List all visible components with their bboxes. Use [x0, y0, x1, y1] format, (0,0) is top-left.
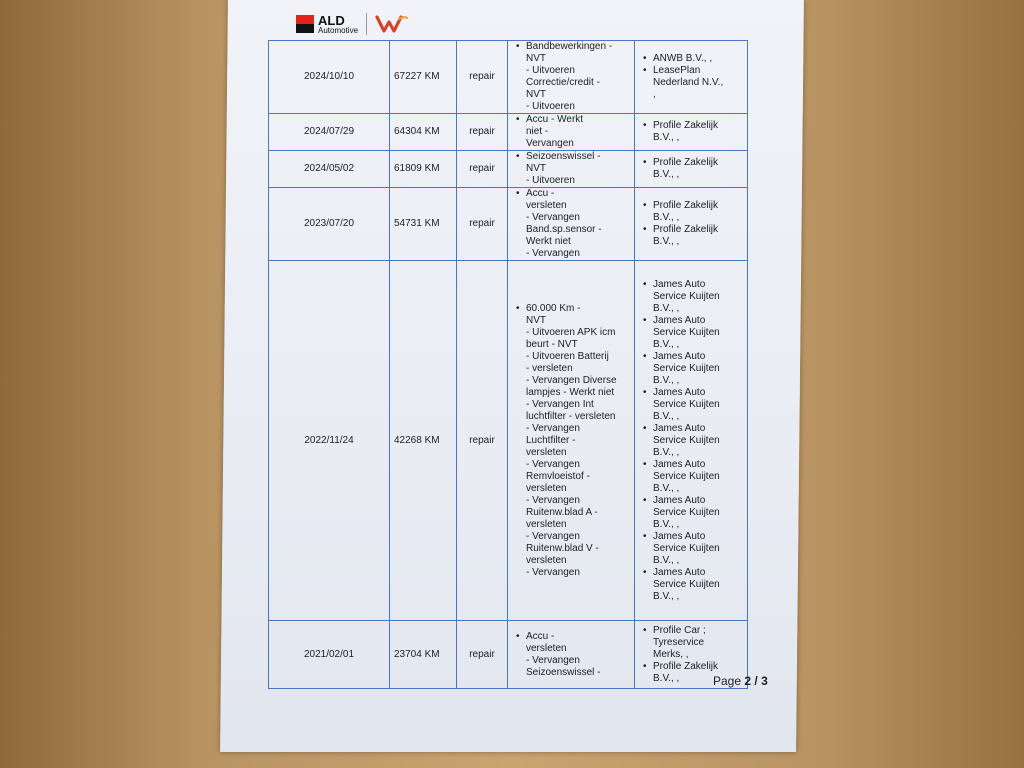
- supplier-item: [653, 459, 743, 495]
- supplier-line: • LeasePlan: [653, 65, 701, 76]
- description-line: Vervangen: [526, 138, 574, 149]
- supplier-line: B.V., ,: [653, 672, 680, 684]
- supplier-line: B.V., ,: [653, 410, 680, 422]
- description-line: versleten: [526, 642, 567, 654]
- supplier-line: Nederland N.V.,: [653, 77, 724, 88]
- supplier-line: B.V., ,: [653, 374, 680, 386]
- description-line: luchtfilter - versleten: [526, 410, 616, 422]
- supplier-line: Service Kuijten: [653, 470, 720, 482]
- supplier-line: Merks, ,: [653, 648, 689, 660]
- mileage-cell: 23704 KM: [390, 621, 457, 689]
- description-line: Seizoenswissel -: [526, 666, 601, 678]
- description-line: Werkt niet: [526, 236, 571, 247]
- description-line: - Vervangen: [526, 494, 580, 506]
- supplier-line: B.V., ,: [653, 169, 680, 180]
- supplier-line: Service Kuijten: [653, 542, 720, 554]
- description-line: Luchtfilter -: [526, 434, 576, 446]
- description-line: lampjes - Werkt niet: [526, 386, 615, 398]
- supplier-cell: [635, 151, 748, 188]
- description-line: NVT: [526, 89, 546, 100]
- supplier-line: • James Auto: [653, 566, 706, 578]
- description-line: - Uitvoeren APK icm: [526, 326, 616, 338]
- supplier-line: B.V., ,: [653, 302, 680, 314]
- supplier-line: B.V., ,: [653, 554, 680, 566]
- mileage-cell: 54731 KM: [390, 188, 457, 261]
- supplier-item: [653, 120, 743, 144]
- supplier-item: [653, 567, 743, 603]
- description-line: • Accu -: [526, 188, 555, 199]
- mileage-cell: 42268 KM: [390, 261, 457, 621]
- supplier-line: • James Auto: [653, 278, 706, 290]
- supplier-item: [653, 625, 743, 661]
- supplier-line: Service Kuijten: [653, 398, 720, 410]
- page-separator: /: [754, 674, 758, 688]
- supplier-item: [653, 200, 743, 224]
- supplier-line: Service Kuijten: [653, 434, 720, 446]
- supplier-item: [653, 279, 743, 315]
- supplier-line: ,: [653, 89, 656, 100]
- description-line: Ruitenw.blad A -: [526, 506, 598, 518]
- description-line: versleten: [526, 518, 567, 530]
- supplier-line: B.V., ,: [653, 518, 680, 530]
- type-cell: repair: [457, 621, 508, 689]
- description-line: • Bandbewerkingen -: [526, 41, 613, 52]
- description-line: - Vervangen Int: [526, 398, 594, 410]
- description-line: versleten: [526, 482, 567, 494]
- supplier-line: • James Auto: [653, 314, 706, 326]
- description-line: • Accu - Werkt: [526, 114, 584, 125]
- table-row: [269, 114, 748, 151]
- supplier-cell: [635, 41, 748, 114]
- supplier-line: B.V., ,: [653, 212, 680, 223]
- description-line: Ruitenw.blad V -: [526, 542, 599, 554]
- description-line: Remvloeistof -: [526, 470, 590, 482]
- supplier-line: B.V., ,: [653, 236, 680, 247]
- description-line: - Vervangen Diverse: [526, 374, 617, 386]
- description-line: - Vervangen: [526, 212, 580, 223]
- supplier-line: • James Auto: [653, 422, 706, 434]
- brand-sub: Automotive: [318, 25, 359, 35]
- supplier-line: • Profile Zakelijk: [653, 660, 719, 672]
- supplier-cell: [635, 188, 748, 261]
- description-line: NVT: [526, 53, 546, 64]
- description-line: NVT: [526, 314, 546, 326]
- supplier-line: B.V., ,: [653, 338, 680, 350]
- date-cell: 2024/05/02: [269, 151, 390, 188]
- description-cell: [508, 261, 635, 621]
- date-cell: 2024/07/29: [269, 114, 390, 151]
- description-line: versleten: [526, 554, 567, 566]
- supplier-line: • James Auto: [653, 530, 706, 542]
- table-row: [269, 261, 748, 621]
- mileage-cell: 64304 KM: [390, 114, 457, 151]
- supplier-line: • Profile Zakelijk: [653, 120, 719, 131]
- description-line: niet -: [526, 126, 549, 137]
- supplier-cell: [635, 261, 748, 621]
- description-line: - Vervangen: [526, 530, 580, 542]
- description-cell: [508, 188, 635, 261]
- description-line: - Uitvoeren: [526, 65, 575, 76]
- table-row: [269, 151, 748, 188]
- supplier-item: [653, 65, 743, 101]
- supplier-item: [653, 495, 743, 531]
- supplier-item: [653, 315, 743, 351]
- date-cell: 2021/02/01: [269, 621, 390, 689]
- supplier-line: B.V., ,: [653, 446, 680, 458]
- ald-logo-icon: [296, 15, 314, 33]
- supplier-item: [653, 157, 743, 181]
- description-line: Correctie/credit -: [526, 77, 600, 88]
- description-line: - Vervangen: [526, 422, 580, 434]
- supplier-item: [653, 53, 743, 65]
- supplier-item: [653, 224, 743, 248]
- ald-wordmark: [318, 14, 358, 35]
- type-cell: repair: [457, 151, 508, 188]
- supplier-line: Service Kuijten: [653, 290, 720, 302]
- description-cell: [508, 621, 635, 689]
- description-line: - Vervangen: [526, 458, 580, 470]
- supplier-item: [653, 351, 743, 387]
- supplier-line: Service Kuijten: [653, 578, 720, 590]
- description-line: - Uitvoeren: [526, 101, 575, 112]
- mileage-cell: 61809 KM: [390, 151, 457, 188]
- description-line: - Vervangen: [526, 566, 580, 578]
- description-line: Band.sp.sensor -: [526, 224, 602, 235]
- supplier-line: Tyreservice: [653, 636, 705, 648]
- description-cell: [508, 114, 635, 151]
- table-row: [269, 621, 748, 689]
- description-line: • Accu -: [526, 630, 555, 642]
- supplier-item: [653, 423, 743, 459]
- date-cell: 2024/10/10: [269, 41, 390, 114]
- supplier-line: B.V., ,: [653, 132, 680, 143]
- type-cell: repair: [457, 41, 508, 114]
- date-cell: 2022/11/24: [269, 261, 390, 621]
- type-cell: repair: [457, 188, 508, 261]
- supplier-line: • James Auto: [653, 494, 706, 506]
- page-indicator: [713, 674, 768, 688]
- description-cell: [508, 151, 635, 188]
- logo-divider: [366, 13, 367, 35]
- description-line: - versleten: [526, 362, 573, 374]
- page-current: 2: [744, 674, 752, 688]
- description-line: • Seizoenswissel -: [526, 151, 601, 162]
- description-line: versleten: [526, 446, 567, 458]
- w-logo-icon: [375, 14, 409, 34]
- description-line: NVT: [526, 163, 546, 174]
- supplier-line: • Profile Zakelijk: [653, 200, 719, 211]
- supplier-line: • ANWB B.V., ,: [653, 53, 713, 64]
- brand-name: ALD: [318, 12, 345, 28]
- supplier-line: • Profile Zakelijk: [653, 157, 719, 168]
- type-cell: repair: [457, 261, 508, 621]
- supplier-line: B.V., ,: [653, 590, 680, 602]
- header-logos: [296, 12, 409, 36]
- supplier-item: [653, 531, 743, 567]
- supplier-cell: [635, 114, 748, 151]
- page-total: 3: [761, 674, 768, 688]
- supplier-line: B.V., ,: [653, 482, 680, 494]
- supplier-line: • Profile Car ;: [653, 624, 706, 636]
- supplier-line: • Profile Zakelijk: [653, 224, 719, 235]
- supplier-line: Service Kuijten: [653, 362, 720, 374]
- maintenance-history-table: [268, 40, 748, 689]
- description-line: - Vervangen: [526, 654, 580, 666]
- supplier-line: • James Auto: [653, 386, 706, 398]
- description-line: - Vervangen: [526, 248, 580, 259]
- supplier-line: Service Kuijten: [653, 506, 720, 518]
- description-line: - Uitvoeren: [526, 175, 575, 186]
- description-cell: [508, 41, 635, 114]
- mileage-cell: 67227 KM: [390, 41, 457, 114]
- supplier-line: • James Auto: [653, 350, 706, 362]
- table-row: [269, 188, 748, 261]
- description-line: • 60.000 Km -: [526, 302, 581, 314]
- supplier-line: Service Kuijten: [653, 326, 720, 338]
- supplier-line: • James Auto: [653, 458, 706, 470]
- table-row: [269, 41, 748, 114]
- description-line: versleten: [526, 200, 567, 211]
- supplier-item: [653, 387, 743, 423]
- type-cell: repair: [457, 114, 508, 151]
- date-cell: 2023/07/20: [269, 188, 390, 261]
- description-line: beurt - NVT: [526, 338, 578, 350]
- page-word: Page: [713, 674, 742, 688]
- description-line: - Uitvoeren Batterij: [526, 350, 609, 362]
